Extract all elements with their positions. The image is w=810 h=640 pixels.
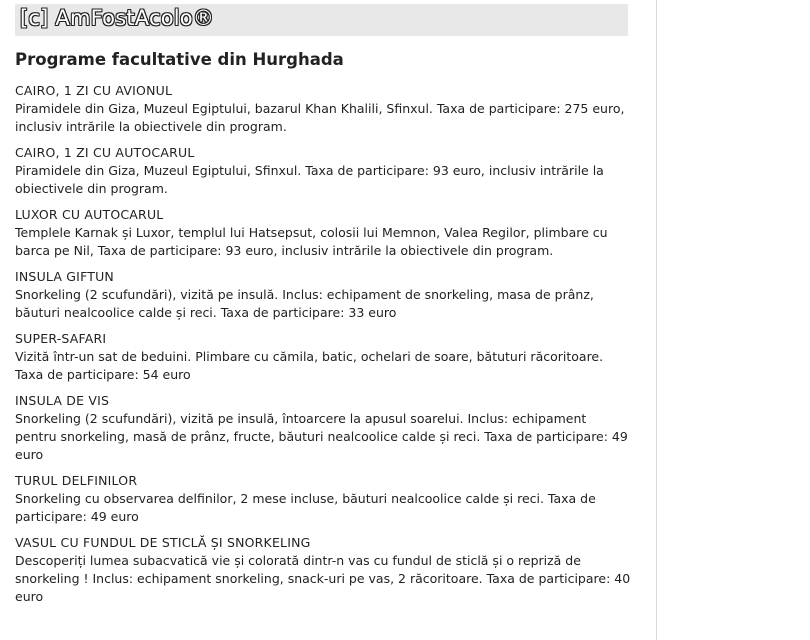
program-name: INSULA DE VIS (15, 393, 110, 408)
program-item (15, 268, 631, 322)
program-description: Templele Karnak și Luxor, templul lui Hatsepsut, colosii lui Memnon, Valea Regilor, plimbare cu barca pe Nil, Taxa de participare: 93 euro, inclusiv intrările la obiectivele din program. (15, 225, 608, 258)
program-name: CAIRO, 1 ZI CU AVIONUL (15, 83, 173, 98)
program-name: SUPER-SAFARI (15, 331, 107, 346)
program-name: INSULA GIFTUN (15, 269, 114, 284)
program-name: VASUL CU FUNDUL DE STICLĂ ȘI SNORKELING (15, 535, 311, 550)
program-description: Snorkeling (2 scufundări), vizită pe insulă. Inclus: echipament de snorkeling, masa de prânz, băuturi nealcoolice calde și reci. Taxa de participare: 33 euro (15, 287, 594, 320)
program-description: Snorkeling (2 scufundări), vizită pe insulă, întoarcere la apusul soarelui. Inclus: echipament pentru snorkeling, masă de prânz, fructe, băuturi nealcoolice calde și reci. Taxa de participare: 49 euro (15, 411, 628, 462)
program-name: CAIRO, 1 ZI CU AUTOCARUL (15, 145, 195, 160)
program-item (15, 330, 631, 384)
program-item (15, 472, 631, 526)
program-description: Vizită într-un sat de beduini. Plimbare cu cămila, batic, ochelari de soare, bătuturi răcoritoare. Taxa de participare: 54 euro (15, 349, 604, 382)
page-title: Programe facultative din Hurghada (15, 50, 344, 69)
program-description: Piramidele din Giza, Muzeul Egiptului, bazarul Khan Khalili, Sfinxul. Taxa de participare: 275 euro, inclusiv intrările la obiectivele din program. (15, 101, 625, 134)
program-item (15, 144, 631, 198)
program-description: Descoperiți lumea subacvatică vie și colorată dintr-n vas cu fundul de sticlă și o repriză de snorkeling ! Inclus: echipament snorkeling, snack-uri pe vas, 2 răcoritoare. Taxa de participare: 40 euro (15, 553, 631, 604)
program-list (15, 82, 631, 614)
watermark-logo: [c] AmFostAcolo® (20, 6, 215, 30)
program-description: Piramidele din Giza, Muzeul Egiptului, Sfinxul. Taxa de participare: 93 euro, inclusiv intrările la obiectivele din program. (15, 163, 604, 196)
program-name: LUXOR CU AUTOCARUL (15, 207, 164, 222)
program-item (15, 392, 631, 464)
program-item (15, 82, 631, 136)
program-name: TURUL DELFINILOR (15, 473, 138, 488)
program-description: Snorkeling cu observarea delfinilor, 2 mese incluse, băuturi nealcoolice calde și reci. Taxa de participare: 49 euro (15, 491, 596, 524)
program-item (15, 534, 631, 606)
program-item (15, 206, 631, 260)
